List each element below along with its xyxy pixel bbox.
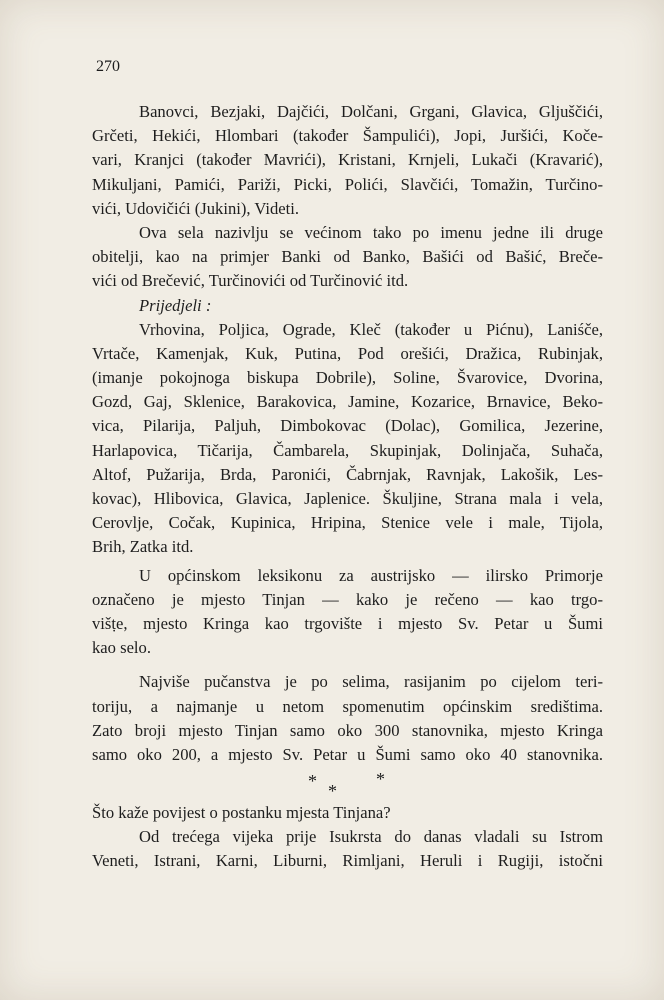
text-line: Altof, Pužarija, Brda, Paronići, Čabrnjak, Ravnjak, Lakošik, Les- <box>92 464 603 484</box>
text-line: Brih, Zatka itd. <box>92 537 194 557</box>
text-line: kao selo. <box>92 638 151 658</box>
section-separator <box>92 767 603 801</box>
text-line: toriju, a najmanje u netom spomenutim općinskim središtima. <box>92 696 603 716</box>
text-line: Banovci, Bezjaki, Dajčići, Dolčani, Grgani, Glavica, Gljuščići, <box>139 102 603 121</box>
text-line: Veneti, Istrani, Karni, Liburni, Rimljani, Heruli i Rugiji, istočni <box>92 851 603 871</box>
text-line: vari, Kranjci (također Mavrići), Kristani, Krnjeli, Lukači (Kravarić), <box>92 150 603 170</box>
paragraph-names <box>92 221 603 294</box>
separator-star: * <box>376 769 385 790</box>
paragraph-lexicon <box>92 564 603 661</box>
paragraph-history <box>92 825 603 873</box>
body-text <box>92 100 603 874</box>
text-line: U općinskom leksikonu za austrijsko — ilirsko Primorje <box>139 565 603 585</box>
text-line: Mikuljani, Pamići, Pariži, Picki, Polići, Slavčići, Tomažin, Turčino- <box>92 174 603 194</box>
text-line: Najviše pučanstva je po selima, rasijanim po cijelom teri- <box>139 672 603 692</box>
paragraph-population <box>92 670 603 767</box>
text-line: Gozd, Gaj, Sklenice, Barakovica, Jamine, Kozarice, Brnavice, Beko- <box>92 392 603 412</box>
text-line: Zato broji mjesto Tinjan samo oko 300 stanovnika, mjesto Kringa <box>92 720 603 740</box>
text-line: vica, Pilarija, Paljuh, Dimbokovac (Dolac), Gomilica, Jezerine, <box>92 416 603 436</box>
text-line: obitelji, kao na primjer Banki od Banko, Bašići od Bašić, Breče- <box>92 247 603 267</box>
text-line: višṭe, mjesto Kringa kao trgovište i mjesto Sv. Petar u Šumi <box>92 613 603 633</box>
text-line: Što kaže povijest o postanku mjesta Tinjana? <box>92 803 391 823</box>
separator-star: * <box>308 771 317 792</box>
text-line: Od trećega vijeka prije Isukrsta do danas vladali su Istrom <box>139 827 603 847</box>
text-line: Vrtače, Kamenjak, Kuk, Putina, Pod orešići, Dražica, Rubinjak, <box>92 343 603 363</box>
text-line: Ova sela nazivlju se većinom tako po imenu jedne ili druge <box>139 222 603 242</box>
text-line: (imanje pokojnoga biskupa Dobrile), Soline, Švarovice, Dvorina, <box>92 368 603 388</box>
text-line: označeno je mjesto Tinjan — kako je rečeno — kao trgo- <box>92 589 603 609</box>
text-line: vići, Udovičići (Jukini), Videti. <box>92 198 300 218</box>
paragraph-question <box>92 801 603 825</box>
section-heading: Prijedjeli : <box>139 295 212 315</box>
paragraph-villages <box>92 100 603 221</box>
text-line: samo oko 200, a mjesto Sv. Petar u Šumi samo oko 40 stanovnika. <box>92 744 603 764</box>
separator-star: * <box>328 781 337 802</box>
text-line: Cerovlje, Cočak, Kupinica, Hripina, Stenice vele i male, Tijola, <box>92 513 603 533</box>
text-line: vići od Brečević, Turčinovići od Turčinović itd. <box>92 271 409 291</box>
text-line: Harlapovica, Tičarija, Čambarela, Skupinjak, Dolinjača, Suhača, <box>92 440 603 460</box>
text-line: Vrhovina, Poljica, Ograde, Kleč (također u Pićnu), Laniśče, <box>139 319 603 339</box>
paragraph-localities <box>92 318 603 560</box>
page-number: 270 <box>96 58 120 75</box>
text-line: kovac), Hlibovica, Glavica, Japlenice. Škuljine, Strana mala i vela, <box>92 489 603 508</box>
text-line: Grčeti, Hekići, Hlombari (također Šampulići), Jopi, Juršići, Koče- <box>92 126 603 146</box>
